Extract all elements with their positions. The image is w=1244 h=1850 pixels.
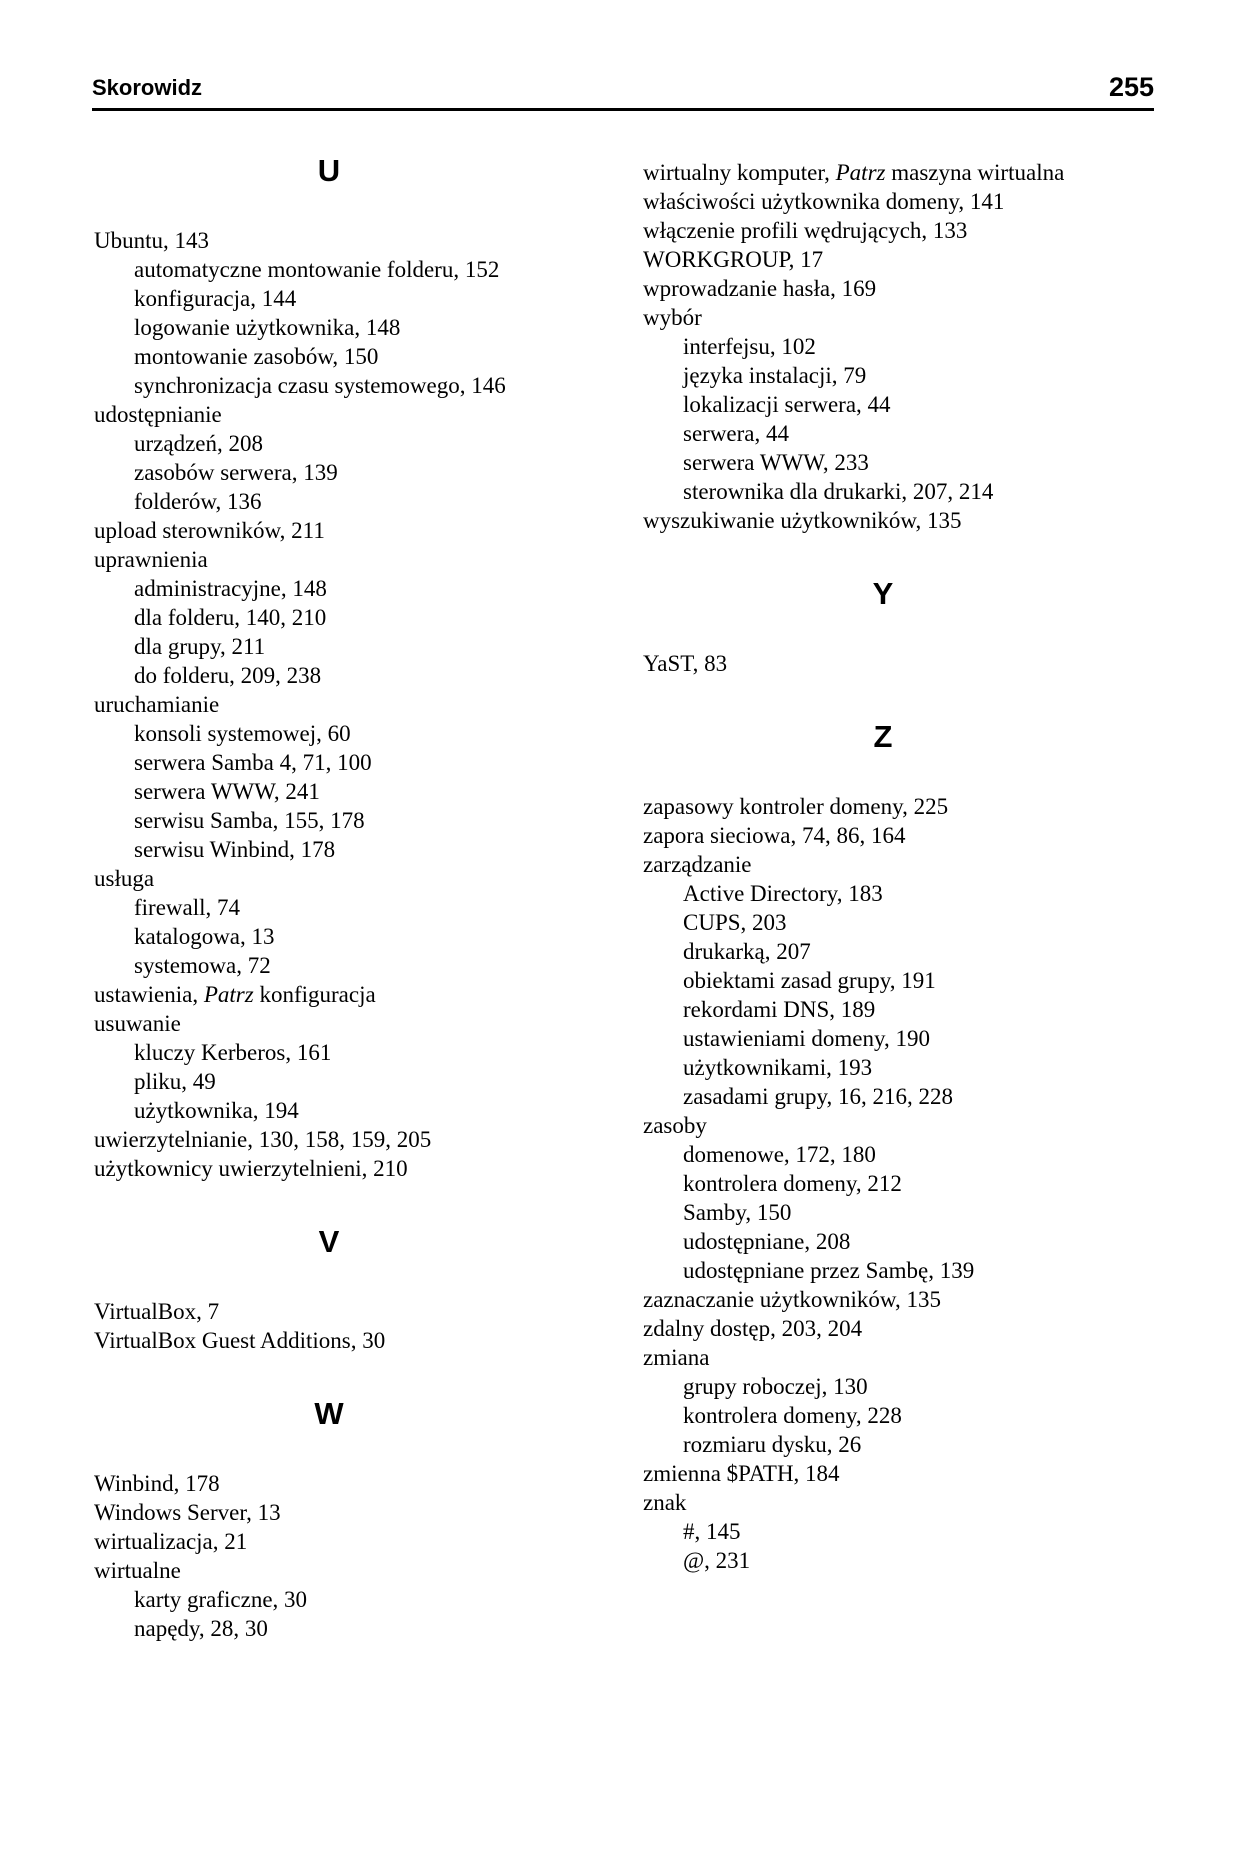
index-subentry: sterownika dla drukarki, 207, 214 — [683, 479, 994, 504]
index-entry: usługa — [94, 866, 155, 891]
index-entry: zmienna $PATH, 184 — [643, 1461, 840, 1486]
see-reference: Patrz — [203, 982, 254, 1007]
index-entry: wyszukiwanie użytkowników, 135 — [643, 508, 962, 533]
index-subentry: @, 231 — [683, 1548, 751, 1573]
index-subentry: do folderu, 209, 238 — [134, 663, 322, 688]
index-subentry: montowanie zasobów, 150 — [134, 344, 379, 369]
index-entry: zasoby — [643, 1113, 707, 1138]
index-subentry: synchronizacja czasu systemowego, 146 — [134, 373, 506, 398]
index-subentry: #, 145 — [683, 1519, 741, 1544]
index-subentry: ustawieniami domeny, 190 — [683, 1026, 930, 1051]
index-subentry: serwera WWW, 233 — [683, 450, 869, 475]
index-entry: zapora sieciowa, 74, 86, 164 — [643, 823, 906, 848]
index-entry: usuwanie — [94, 1011, 181, 1036]
index-entry: udostępnianie — [94, 402, 222, 427]
index-entry: zapasowy kontroler domeny, 225 — [643, 794, 949, 819]
index-subentry: Samby, 150 — [683, 1200, 792, 1225]
index-subentry: folderów, 136 — [134, 489, 262, 514]
index-entry: zarządzanie — [643, 852, 752, 877]
entry-target: konfiguracja — [259, 982, 376, 1007]
index-subentry: lokalizacji serwera, 44 — [683, 392, 891, 417]
index-entry — [643, 158, 1163, 187]
index-entry: Windows Server, 13 — [94, 1500, 281, 1525]
index-entry: upload sterowników, 211 — [94, 518, 325, 543]
index-subentry: firewall, 74 — [134, 895, 241, 920]
index-subentry: dla folderu, 140, 210 — [134, 605, 327, 630]
index-entry: VirtualBox Guest Additions, 30 — [94, 1328, 386, 1353]
index-subentry: automatyczne montowanie folderu, 152 — [134, 257, 500, 282]
index-entry: VirtualBox, 7 — [94, 1299, 220, 1324]
index-subentry: udostępniane przez Sambę, 139 — [683, 1258, 975, 1283]
index-subentry: napędy, 28, 30 — [134, 1616, 268, 1641]
index-subentry: konsoli systemowej, 60 — [134, 721, 351, 746]
entry-term: wirtualny komputer, — [643, 160, 830, 185]
index-entry: WORKGROUP, 17 — [643, 247, 824, 272]
index-subentry: rekordami DNS, 189 — [683, 997, 876, 1022]
page-header — [92, 72, 1154, 111]
entry-term: ustawienia, — [94, 982, 199, 1007]
index-subentry: zasobów serwera, 139 — [134, 460, 338, 485]
index-entry: zdalny dostęp, 203, 204 — [643, 1316, 863, 1341]
index-subentry: katalogowa, 13 — [134, 924, 275, 949]
index-subentry: rozmiaru dysku, 26 — [683, 1432, 862, 1457]
letter-heading-u: U — [317, 153, 341, 188]
index-subentry: urządzeń, 208 — [134, 431, 263, 456]
index-entry: wybór — [643, 305, 702, 330]
index-subentry: systemowa, 72 — [134, 953, 271, 978]
index-subentry: serwera Samba 4, 71, 100 — [134, 750, 372, 775]
index-subentry: kontrolera domeny, 212 — [683, 1171, 902, 1196]
index-entry: włączenie profili wędrujących, 133 — [643, 218, 968, 243]
index-entry: Winbind, 178 — [94, 1471, 220, 1496]
index-subentry: grupy roboczej, 130 — [683, 1374, 868, 1399]
index-entry: zmiana — [643, 1345, 710, 1370]
index-entry: użytkownicy uwierzytelnieni, 210 — [94, 1156, 408, 1181]
entry-target: maszyna wirtualna — [891, 160, 1065, 185]
index-subentry: dla grupy, 211 — [134, 634, 266, 659]
index-entry: wirtualne — [94, 1558, 181, 1583]
index-subentry: użytkownikami, 193 — [683, 1055, 873, 1080]
index-subentry: udostępniane, 208 — [683, 1229, 851, 1254]
index-entry: właściwości użytkownika domeny, 141 — [643, 189, 1005, 214]
letter-heading-w: W — [314, 1396, 344, 1431]
index-subentry: administracyjne, 148 — [134, 576, 327, 601]
index-subentry: CUPS, 203 — [683, 910, 787, 935]
letter-heading-v: V — [318, 1224, 340, 1259]
index-subentry: kontrolera domeny, 228 — [683, 1403, 902, 1428]
index-subentry: użytkownika, 194 — [134, 1098, 299, 1123]
index-subentry: serwera WWW, 241 — [134, 779, 320, 804]
index-entry: zaznaczanie użytkowników, 135 — [643, 1287, 942, 1312]
index-entry: wprowadzanie hasła, 169 — [643, 276, 877, 301]
page-number: 255 — [1108, 72, 1154, 102]
index-subentry: karty graficzne, 30 — [134, 1587, 308, 1612]
running-title: Skorowidz — [92, 75, 203, 100]
index-subentry: kluczy Kerberos, 161 — [134, 1040, 332, 1065]
index-subentry: Active Directory, 183 — [683, 881, 883, 906]
letter-heading-y: Y — [872, 576, 894, 611]
index-subentry: serwisu Winbind, 178 — [134, 837, 336, 862]
index-entry: znak — [643, 1490, 687, 1515]
index-subentry: logowanie użytkownika, 148 — [134, 315, 401, 340]
index-entry: uwierzytelnianie, 130, 158, 159, 205 — [94, 1127, 432, 1152]
index-subentry: obiektami zasad grupy, 191 — [683, 968, 936, 993]
letter-heading-z: Z — [873, 719, 893, 754]
index-entry: uruchamianie — [94, 692, 220, 717]
index-column-left — [94, 152, 564, 1643]
index-subentry: języka instalacji, 79 — [683, 363, 867, 388]
index-entry: Ubuntu, 143 — [94, 228, 209, 253]
index-subentry: domenowe, 172, 180 — [683, 1142, 876, 1167]
index-entry: wirtualizacja, 21 — [94, 1529, 248, 1554]
index-subentry: drukarką, 207 — [683, 939, 811, 964]
index-subentry: pliku, 49 — [134, 1069, 216, 1094]
index-entry: uprawnienia — [94, 547, 208, 572]
index-entry — [94, 980, 564, 1009]
index-entry: YaST, 83 — [643, 651, 728, 676]
index-subentry: interfejsu, 102 — [683, 334, 816, 359]
index-subentry: zasadami grupy, 16, 216, 228 — [683, 1084, 953, 1109]
see-reference: Patrz — [835, 160, 886, 185]
index-column-right — [643, 158, 1163, 1575]
index-subentry: serwera, 44 — [683, 421, 790, 446]
index-subentry: serwisu Samba, 155, 178 — [134, 808, 365, 833]
index-subentry: konfiguracja, 144 — [134, 286, 297, 311]
